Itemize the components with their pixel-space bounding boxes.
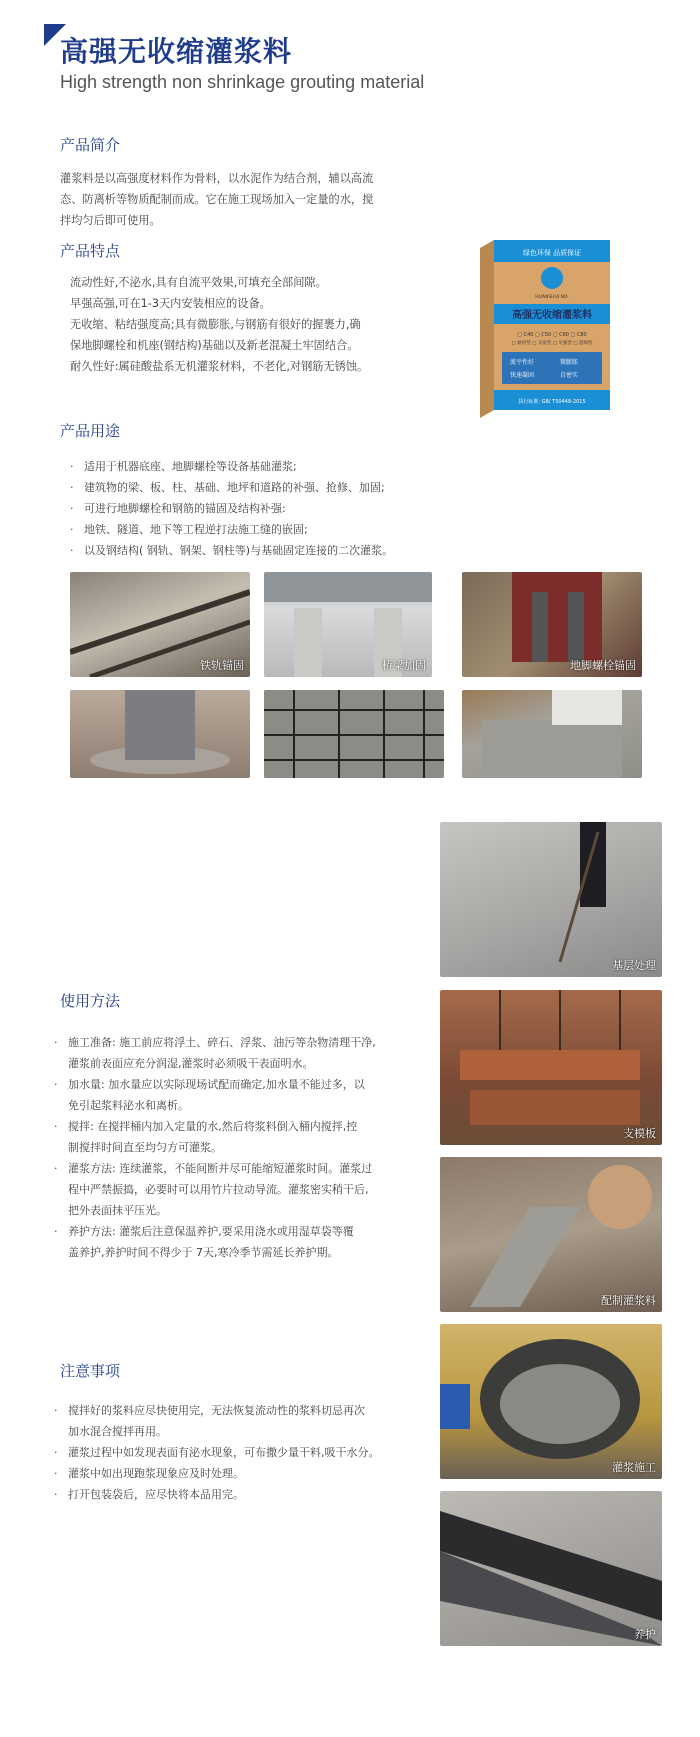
list-item: · 灌浆中如出现跑浆现象应及时处理。 <box>52 1463 402 1484</box>
package-grades: □ C40 □ C50 □ C60 □ C80 <box>517 332 587 338</box>
package-tag: 自密实 <box>560 372 579 379</box>
base-treatment-image <box>440 822 662 977</box>
package-tag: 流平性好 <box>510 359 535 366</box>
usage-line: 施工准备: 施工前应将浮土、碎石、浮浆、油污等杂物清理干净, <box>68 1036 376 1049</box>
formwork-image <box>440 990 662 1145</box>
package-illustration <box>480 240 610 418</box>
list-item: · 以及钢结构( 钢轨、钢架、钢柱等)与基础固定连接的二次灌浆。 <box>68 540 508 561</box>
list-item <box>52 1400 402 1442</box>
photo-formwork <box>440 990 662 1145</box>
page-title: 高强无收缩灌浆料 <box>60 35 293 68</box>
photo-steel-column <box>70 690 250 778</box>
package-brand: HUANSHUI NO. <box>535 295 569 300</box>
photo-grouting <box>440 1324 662 1479</box>
package-types: □ 通用型 □ 支座型 □ 早强型 □ 超细型 <box>511 341 593 346</box>
usage-line: 制搅拌时间直至均匀方可灌浆。 <box>68 1141 222 1154</box>
list-item: · 打开包装袋后，应尽快将本品用完。 <box>52 1484 402 1505</box>
usage-heading: 使用方法 <box>60 992 121 1010</box>
list-item <box>52 1158 402 1221</box>
page-subtitle: High strength non shrinkage grouting material <box>60 72 425 92</box>
photo-rail-anchoring <box>70 572 250 677</box>
usage-line: 把外表面抹平压光。 <box>68 1204 167 1217</box>
package-tag: 快速凝固 <box>510 372 535 379</box>
curing-image <box>440 1491 662 1646</box>
features-heading: 产品特点 <box>60 242 121 260</box>
usage-line: 盖养护,养护时间不得少于 7天,寒冷季节需延长养护期。 <box>68 1246 339 1259</box>
uses-list <box>68 456 508 561</box>
usage-line: 免引起浆料泌水和离析。 <box>68 1099 189 1112</box>
list-item <box>52 1074 402 1116</box>
usage-line: 程中严禁振捣，必要时可以用竹片拉动导流。灌浆密实稍干后, <box>68 1183 369 1196</box>
product-package <box>480 240 610 418</box>
feature-line: 保地脚螺栓和机座(钢结构)基础以及新老混凝土牢固结合。 <box>70 339 359 352</box>
feature-line: 无收缩、粘结强度高;具有微膨胀,与钢筋有很好的握裹力,确 <box>70 318 361 331</box>
notes-list <box>52 1400 402 1505</box>
package-name: 高强无收缩灌浆料 <box>512 310 592 321</box>
photo-caption: 桥梁加固 <box>382 659 426 672</box>
grouting-image <box>440 1324 662 1479</box>
mixing-image <box>440 1157 662 1312</box>
intro-line: 态、防离析等物质配制而成。它在施工现场加入一定量的水，搅 <box>60 193 374 206</box>
intro-text <box>60 168 410 231</box>
grout-base-image <box>462 690 642 778</box>
photo-grout-base <box>462 690 642 778</box>
features-text <box>70 272 430 377</box>
photo-base-treatment <box>440 822 662 977</box>
list-item <box>52 1116 402 1158</box>
list-item <box>52 1221 402 1263</box>
feature-line: 流动性好,不泌水,具有自流平效果,可填充全部间隙。 <box>70 276 327 289</box>
intro-heading: 产品简介 <box>60 136 121 154</box>
usage-list <box>52 1032 402 1263</box>
usage-line: 灌浆前表面应充分润湿,灌浆时必须吸干表面明水。 <box>68 1057 314 1070</box>
list-item: · 适用于机器底座、地脚螺栓等设备基础灌浆; <box>68 456 508 477</box>
photo-caption: 养护 <box>634 1628 656 1641</box>
photo-caption: 基层处理 <box>612 959 656 972</box>
photo-rebar-grid <box>264 690 444 778</box>
notes-heading: 注意事项 <box>60 1362 121 1380</box>
steel-column-image <box>70 690 250 778</box>
package-standard: 执行标准: GB/ T50448-2015 <box>518 399 586 405</box>
usage-line: 搅拌: 在搅拌桶内加入定量的水,然后将浆料倒入桶内搅拌,控 <box>68 1120 358 1133</box>
photo-bridge-reinforce <box>264 572 432 677</box>
package-logo-icon <box>541 267 563 289</box>
photo-caption: 配制灌浆料 <box>601 1294 656 1307</box>
list-item <box>52 1032 402 1074</box>
note-line: 搅拌好的浆料应尽快使用完，无法恢复流动性的浆料切忌再次 <box>68 1404 365 1417</box>
rebar-image <box>264 690 444 778</box>
usage-line: 灌浆方法: 连续灌浆，不能间断并尽可能缩短灌浆时间。灌浆过 <box>68 1162 373 1175</box>
feature-line: 耐久性好:属硅酸盐系无机灌浆材料，不老化,对钢筋无锈蚀。 <box>70 360 369 373</box>
note-line: 加水混合搅拌再用。 <box>68 1425 167 1438</box>
photo-caption: 铁轨锚固 <box>200 659 244 672</box>
photo-caption: 灌浆施工 <box>612 1461 656 1474</box>
photo-caption: 地脚螺栓锚固 <box>570 659 636 672</box>
usage-line: 加水量: 加水量应以实际现场试配而确定,加水量不能过多，以 <box>68 1078 365 1091</box>
usage-line: 养护方法: 灌浆后注意保温养护,要采用浇水或用湿草袋等覆 <box>68 1225 354 1238</box>
photo-anchor-bolt <box>462 572 642 677</box>
feature-line: 早强高强,可在1-3天内安装相应的设备。 <box>70 297 271 310</box>
photo-caption: 支模板 <box>623 1127 656 1140</box>
package-tag: 微膨胀 <box>560 359 579 366</box>
package-top-text: 绿色环保 品质保证 <box>522 249 582 257</box>
list-item: · 灌浆过程中如发现表面有泌水现象，可布撒少量干料,吸干水分。 <box>52 1442 402 1463</box>
photo-curing <box>440 1491 662 1646</box>
list-item: · 地铁、隧道、地下等工程逆打法施工缝的嵌固; <box>68 519 508 540</box>
list-item: · 可进行地脚螺栓和钢筋的锚固及结构补强: <box>68 498 508 519</box>
list-item: · 建筑物的梁、板、柱、基础、地坪和道路的补强、抢修、加固; <box>68 477 508 498</box>
uses-heading: 产品用途 <box>60 422 121 440</box>
photo-mixing <box>440 1157 662 1312</box>
intro-line: 拌均匀后即可使用。 <box>60 214 161 227</box>
intro-line: 灌浆料是以高强度材料作为骨料，以水泥作为结合剂，辅以高流 <box>60 172 374 185</box>
